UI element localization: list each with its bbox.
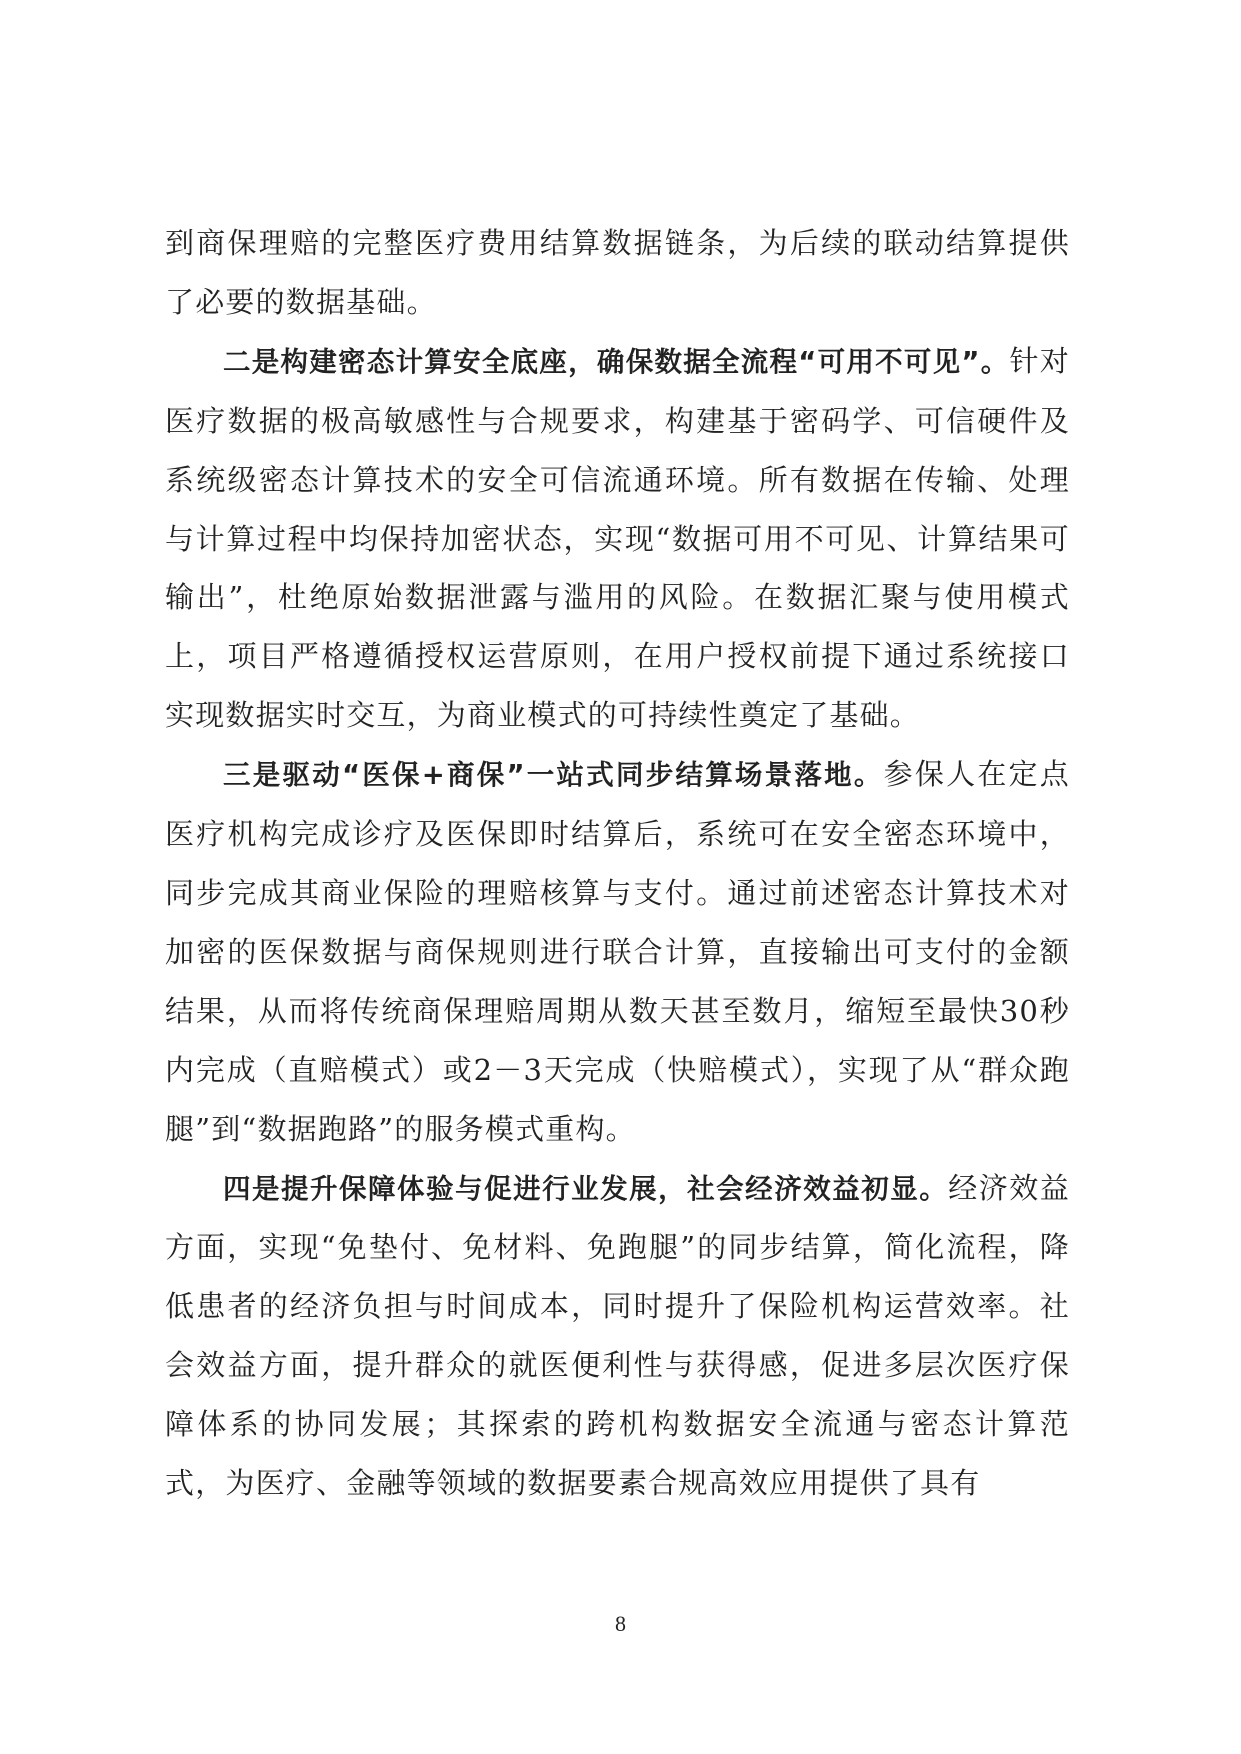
paragraph-body: 到商保理赔的完整医疗费用结算数据链条，为后续的联动结算提供了必要的数据基础。 xyxy=(165,226,1070,319)
body-text xyxy=(165,214,1070,1513)
paragraph-point-two xyxy=(165,332,1070,745)
paragraph-body: 参保人在定点医疗机构完成诊疗及医保即时结算后，系统可在安全密态环境中，同步完成其商业保险的理赔核算与支付。通过前述密态计算技术对加密的医保数据与商保规则进行联合计算，直接输出可支付的金额结果，从而将传统商保理赔周期从数天甚至数月，缩短至最快30秒内完成（直赔模式）或2－3天完成（快赔模式），实现了从“群众跑腿”到“数据跑路”的服务模式重构。 xyxy=(165,757,1070,1146)
paragraph-lead: 四是提升保障体验与促进行业发展，社会经济效益初显。 xyxy=(223,1172,949,1205)
paragraph-lead: 三是驱动“医保+商保”一站式同步结算场景落地。 xyxy=(223,759,884,792)
paragraph-body: 针对医疗数据的极高敏感性与合规要求，构建基于密码学、可信硬件及系统级密态计算技术的安全可信流通环境。所有数据在传输、处理与计算过程中均保持加密状态，实现“数据可用不可见、计算结果可输出”，杜绝原始数据泄露与滥用的风险。在数据汇聚与使用模式上，项目严格遵循授权运营原则，在用户授权前提下通过系统接口实现数据实时交互，为商业模式的可持续性奠定了基础。 xyxy=(165,343,1070,733)
paragraph-point-three xyxy=(165,745,1070,1158)
paragraph-continuation xyxy=(165,214,1070,332)
paragraph-lead: 二是构建密态计算安全底座，确保数据全流程“可用不可见”。 xyxy=(223,345,1010,378)
page-number: 8 xyxy=(615,1611,626,1636)
paragraph-body: 经济效益方面，实现“免垫付、免材料、免跑腿”的同步结算，简化流程，降低患者的经济负担与时间成本，同时提升了保险机构运营效率。社会效益方面，提升群众的就医便利性与获得感，促进多层次医疗保障体系的协同发展；其探索的跨机构数据安全流通与密态计算范式，为医疗、金融等领域的数据要素合规高效应用提供了具有 xyxy=(165,1170,1070,1501)
paragraph-point-four xyxy=(165,1159,1070,1513)
